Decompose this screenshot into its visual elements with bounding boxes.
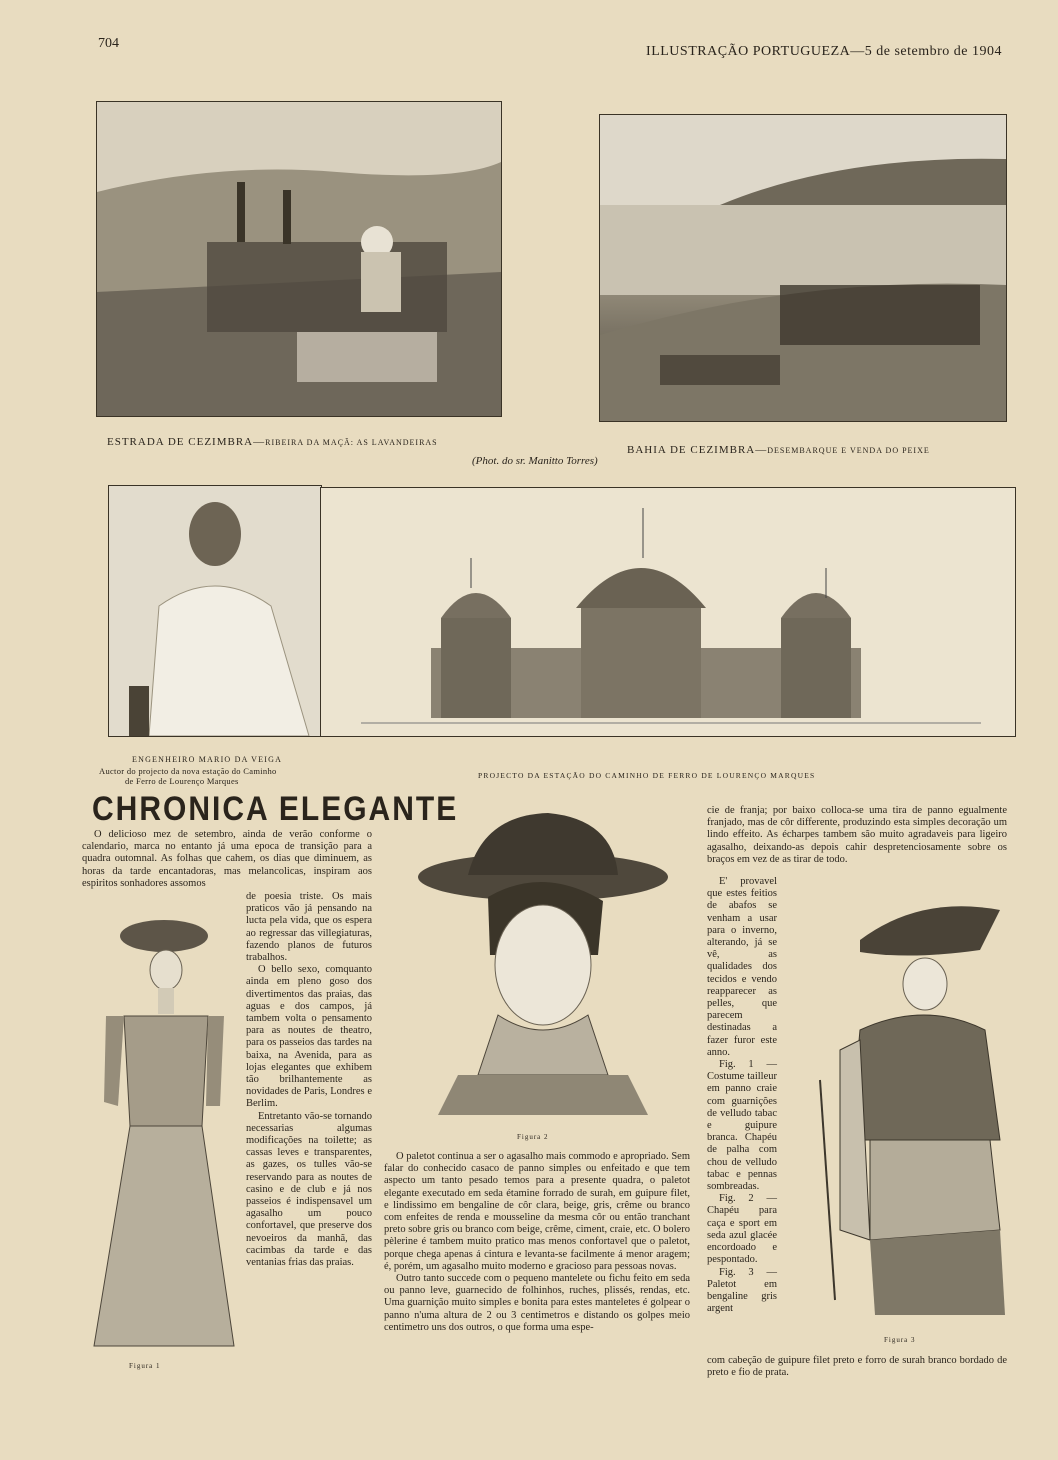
article-col1-narrow <box>246 891 372 1269</box>
station-drawing <box>320 487 1016 737</box>
portrait-name: ENGENHEIRO MARIO DA VEIGA <box>132 755 283 764</box>
paragraph: E' provavel que estes feitios de abafos se venham a usar para o inverno, alterando, já se vê, as qualidades dos tecidos e vendo reapparecer as pelles, que parecem destinadas a fazer furor este anno. <box>707 876 777 1058</box>
paragraph: Outro tanto succede com o pequeno mantelete ou fichu feito em seda ou panno leve, guarnecido de folhinhos, ruches, plissés, rendas, etc. Uma guarnição muito simples e bonita para estes manteletes é golpear o panno n'uma altura de 2 ou 3 centimetros e distando os golpes meio centimetro uns dos outros, o que forma uma espe- <box>384 1273 690 1333</box>
paragraph: O paletot continua a ser o agasalho mais commodo e apropriado. Sem falar do conhecido casaco de panno simples ou enfeitado e que tem aspecto um tanto pesado temos para a presente quadra, o paletot elegante executado em seda étamine forrado de surah, em guipure filet, e lindissimo em bengaline de côr clara, beige, gris, crême ou branco com enfeites de renda e mousseline da mesma côr ou então tranchant preto sobre gris ou branco com beige, crême, ciment, craie, etc. O bolero pèlerine é tambem muito pratico mas menos confortavel que o paletot, porque chega apenas á cintura e levanta-se facilmente á menor aragem; é, porém, um agasalho muito moderno e gracioso para pessoas novas. <box>384 1151 690 1272</box>
photo-bahia <box>599 114 1007 422</box>
figure-3-illustration <box>800 900 1010 1320</box>
caption-bahia <box>627 444 930 456</box>
caption-bahia-title: BAHIA DE CEZIMBRA— <box>627 444 768 456</box>
paragraph: Fig. 3 — Paletot em bengaline gris argent <box>707 1266 777 1315</box>
figure-2-caption: Figura 2 <box>517 1133 549 1141</box>
publication-header: ILLUSTRAÇÃO PORTUGUEZA—5 de setembro de 1904 <box>646 44 1002 59</box>
caption-lavandeiras <box>107 436 438 448</box>
paragraph: Entretanto vão-se tornando necessarias algumas modificações na toilette; as cassas leves e transparentes, as gazes, os tulles vão-se reservando para as noutes de casino e de club e já nos passeios é indispensavel um agasalho um pouco confortavel, que preserve dos nevoeiros da manhã, das cacimbas da tarde e das ventanias frias das praias. <box>246 1110 372 1269</box>
paragraph: de poesia triste. Os mais praticos vão já pensando na lucta pela vida, que os espera ao regressar das villegiaturas, fazendo planos de futuros trabalhos. <box>246 891 372 964</box>
article-col2 <box>384 1151 690 1334</box>
page-number: 704 <box>98 36 119 51</box>
portrait-line1: Auctor do projecto da nova estação do Caminho <box>99 766 277 776</box>
station-caption: PROJECTO DA ESTAÇÃO DO CAMINHO DE FERRO DE LOURENÇO MARQUES <box>478 771 816 780</box>
caption-bahia-sub: DESEMBARQUE E VENDA DO PEIXE <box>767 446 930 455</box>
figure-1-illustration <box>84 906 244 1351</box>
photo-credit: (Phot. do sr. Manitto Torres) <box>472 455 598 467</box>
paragraph: cie de franja; por baixo colloca-se uma tira de panno egualmente franjado, mas de côr differente, produzindo esta simples decoração um lindo effeito. As écharpes tambem são muito agradaveis para ligeiro agasalho, deixando-as depois cahir despretenciosamente sobre os braços em vez de as tirar de todo. <box>707 805 1007 865</box>
caption-lavandeiras-title: ESTRADA DE CEZIMBRA— <box>107 436 266 448</box>
paragraph: O delicioso mez de setembro, ainda de verão conforme o calendario, marca no entanto já uma epoca de transição para a quadra outomnal. As folhas que cahem, os dias que diminuem, as horas da tarde encantadoras, mas melancolicas, inspiram aos espiritos sonhadores assomos <box>82 829 372 889</box>
paragraph: com cabeção de guipure filet preto e forro de surah branco bordado de preto e fio de prata. <box>707 1355 1007 1379</box>
figure-2-illustration <box>398 805 678 1125</box>
article-col3-narrow <box>707 876 777 1315</box>
article-title: CHRONICA ELEGANTE <box>92 790 459 828</box>
paragraph: O bello sexo, comquanto ainda em pleno goso dos divertimentos das praias, das aguas e dos campos, já tambem volta o pensamento para as noutes de theatro, para os passeios das tardes na baixa, na Avenida, para as lojas elegantes que exhibem tão brilhantemente as novidades de Paris, Londres e Berlim. <box>246 964 372 1110</box>
photo-lavandeiras <box>96 101 502 417</box>
caption-lavandeiras-sub: RIBEIRA DA MAÇÃ: AS LAVANDEIRAS <box>265 438 438 447</box>
figure-3-caption: Figura 3 <box>884 1336 916 1344</box>
portrait-line2: de Ferro de Lourenço Marques <box>125 776 239 786</box>
paragraph: Fig. 2 — Chapéu para caça e sport em seda azul glacée encordoado e pespontado. <box>707 1193 777 1266</box>
article-col3-end <box>707 1355 1007 1379</box>
figure-1-caption: Figura 1 <box>129 1362 161 1370</box>
article-col1-intro <box>82 829 372 890</box>
portrait-mario-da-veiga <box>108 485 322 737</box>
article-col3-intro <box>707 805 1007 866</box>
paragraph: Fig. 1 — Costume tailleur em panno craie com guarnições de velludo tabac e guipure branca. Chapéu de palha com chou de velludo tabac e pennas sombreadas. <box>707 1059 777 1193</box>
